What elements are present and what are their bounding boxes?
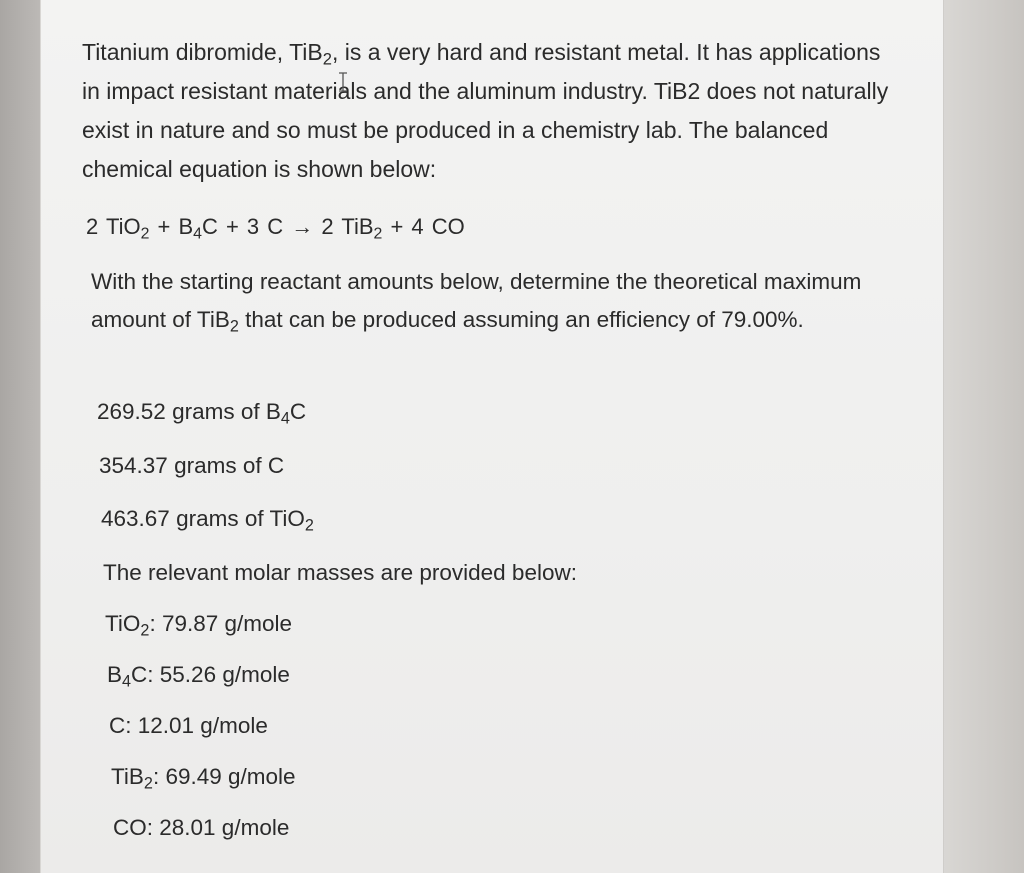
- balanced-equation: 2 $TiO_2 + B_4C + 3$ C → 2 TiB$_2$ + 4 CO: [86, 214, 465, 243]
- reactant-tio2: 463.67 grams of TiO$_2$: [101, 506, 314, 535]
- background-right: [943, 0, 1024, 873]
- molar-mass-tib2: TiB$_2$: 69.49 g/mole: [111, 764, 296, 793]
- molar-mass-b4c: $B_4C$: 55.26 g/mole: [107, 662, 290, 691]
- text-cursor-icon: [338, 72, 348, 92]
- intro-paragraph: Titanium dibromide, TiB$_2$, is a very hard and resistant metal. It has applications in impact resistant materials and the aluminum industry. TiB2 does not naturally exist in nature and so must be produced in a chemistry lab. The balanced chemical equation is shown below:: [82, 39, 889, 182]
- reactant-b4c: 269.52 grams of $B_4C$: [97, 399, 307, 428]
- molar-mass-co: CO: 28.01 g/mole: [113, 815, 290, 840]
- task-paragraph: With the starting reactant amounts below, determine the theoretical maximum amount of TiB$_2$ that can be produced assuming an efficiency of 79.00%.: [91, 269, 862, 336]
- molar-mass-c: C: 12.01 g/mole: [109, 713, 268, 738]
- molar-mass-tio2: TiO$_2$: 79.87 g/mole: [105, 611, 293, 640]
- background-left: [0, 0, 42, 873]
- reactant-c: 354.37 grams of C: [99, 453, 285, 478]
- molar-masses-intro: The relevant molar masses are provided below:: [103, 560, 577, 585]
